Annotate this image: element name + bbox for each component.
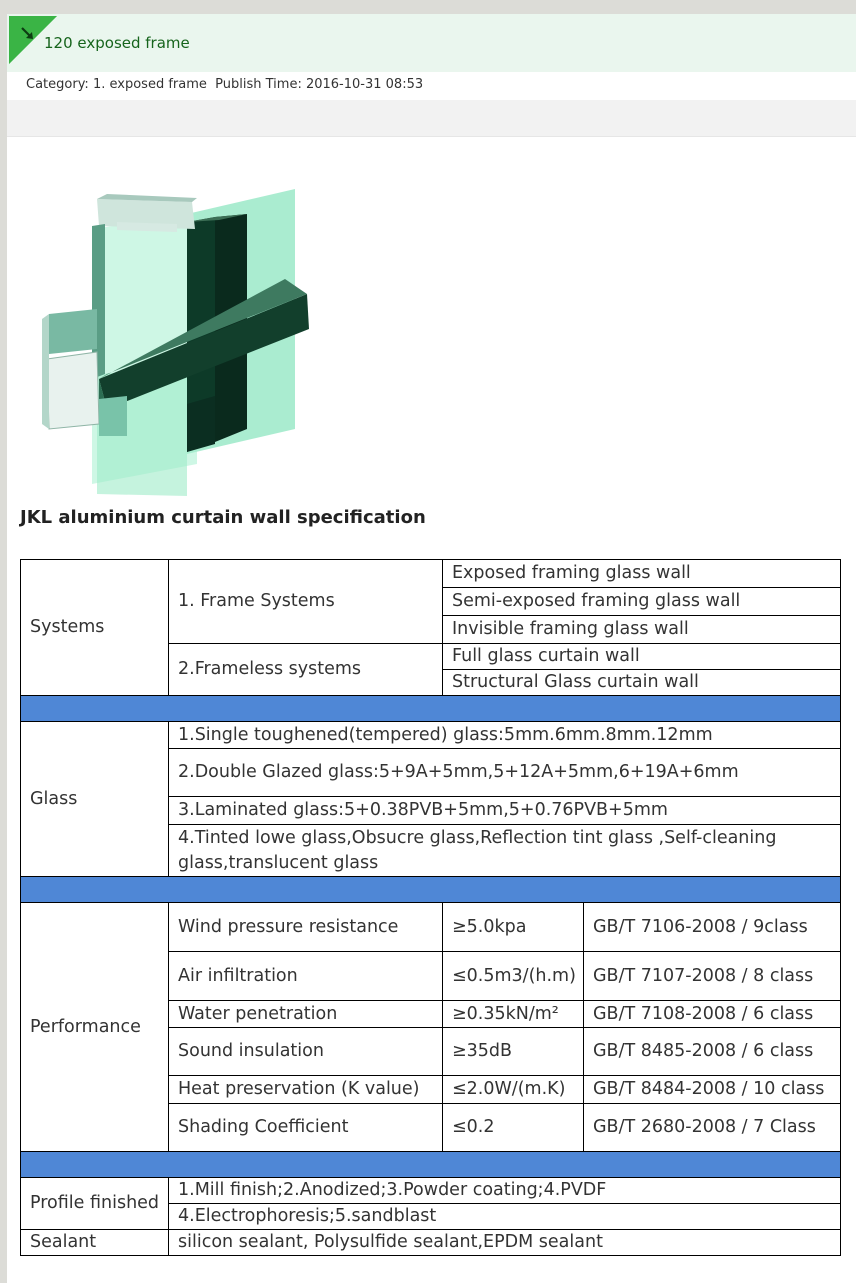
article-meta — [7, 72, 856, 100]
publish-value: 2016-10-31 08:53 — [305, 77, 424, 92]
glass-item: 3.Laminated glass:5+0.38PVB+5mm,5+0.76PVB+5mm — [169, 797, 841, 825]
frame-item: Invisible framing glass wall — [443, 616, 841, 644]
category-value[interactable]: 1. exposed frame — [92, 77, 207, 92]
performance-standard: GB/T 2680-2008 / 7 Class — [584, 1104, 841, 1152]
performance-value: ≥5.0kpa — [443, 903, 584, 952]
category-label: Category: — [26, 77, 89, 92]
frameless-systems-cell: 2.Frameless systems — [169, 644, 443, 696]
performance-name: Air infiltration — [169, 952, 443, 1001]
frame-item: Semi-exposed framing glass wall — [443, 588, 841, 616]
sealant-label: Sealant — [21, 1230, 169, 1256]
systems-label: Systems — [21, 560, 169, 696]
article-page — [7, 14, 856, 1283]
toolbar-strip — [7, 100, 856, 137]
frameless-item: Full glass curtain wall — [443, 644, 841, 670]
spec-table — [20, 559, 841, 1256]
curtain-wall-frame-image — [37, 174, 317, 499]
performance-label: Performance — [21, 903, 169, 1152]
performance-standard: GB/T 7106-2008 / 9class — [584, 903, 841, 952]
performance-name: Wind pressure resistance — [169, 903, 443, 952]
article-title-bar — [7, 14, 856, 72]
article-title: 120 exposed frame — [44, 34, 190, 52]
frameless-item: Structural Glass curtain wall — [443, 670, 841, 696]
profile-item: 4.Electrophoresis;5.sandblast — [169, 1204, 841, 1230]
publish-label: Publish Time: — [215, 77, 302, 92]
spec-heading: JKL aluminium curtain wall specification — [20, 507, 426, 528]
sealant-value: silicon sealant, Polysulfide sealant,EPDM sealant — [169, 1230, 841, 1256]
performance-value: ≤2.0W/(m.K) — [443, 1076, 584, 1104]
section-separator — [21, 696, 841, 722]
performance-standard: GB/T 7107-2008 / 8 class — [584, 952, 841, 1001]
glass-label: Glass — [21, 722, 169, 877]
section-separator — [21, 1152, 841, 1178]
performance-value: ≥0.35kN/m² — [443, 1001, 584, 1028]
performance-value: ≤0.5m3/(h.m) — [443, 952, 584, 1001]
performance-standard: GB/T 8484-2008 / 10 class — [584, 1076, 841, 1104]
profile-label: Profile finished — [21, 1178, 169, 1230]
performance-standard: GB/T 8485-2008 / 6 class — [584, 1028, 841, 1076]
performance-name: Sound insulation — [169, 1028, 443, 1076]
profile-item: 1.Mill finish;2.Anodized;3.Powder coating;4.PVDF — [169, 1178, 841, 1204]
performance-name: Shading Coefficient — [169, 1104, 443, 1152]
glass-item: 2.Double Glazed glass:5+9A+5mm,5+12A+5mm,6+19A+6mm — [169, 749, 841, 797]
frame-systems-cell: 1. Frame Systems — [169, 560, 443, 644]
section-separator — [21, 877, 841, 903]
frame-item: Exposed framing glass wall — [443, 560, 841, 588]
performance-name: Heat preservation (K value) — [169, 1076, 443, 1104]
performance-standard: GB/T 7108-2008 / 6 class — [584, 1001, 841, 1028]
glass-item: 4.Tinted lowe glass,Obsucre glass,Reflection tint glass ,Self-cleaning glass,translucent glass — [169, 825, 841, 877]
performance-value: ≤0.2 — [443, 1104, 584, 1152]
performance-name: Water penetration — [169, 1001, 443, 1028]
glass-item: 1.Single toughened(tempered) glass:5mm.6mm.8mm.12mm — [169, 722, 841, 749]
performance-value: ≥35dB — [443, 1028, 584, 1076]
